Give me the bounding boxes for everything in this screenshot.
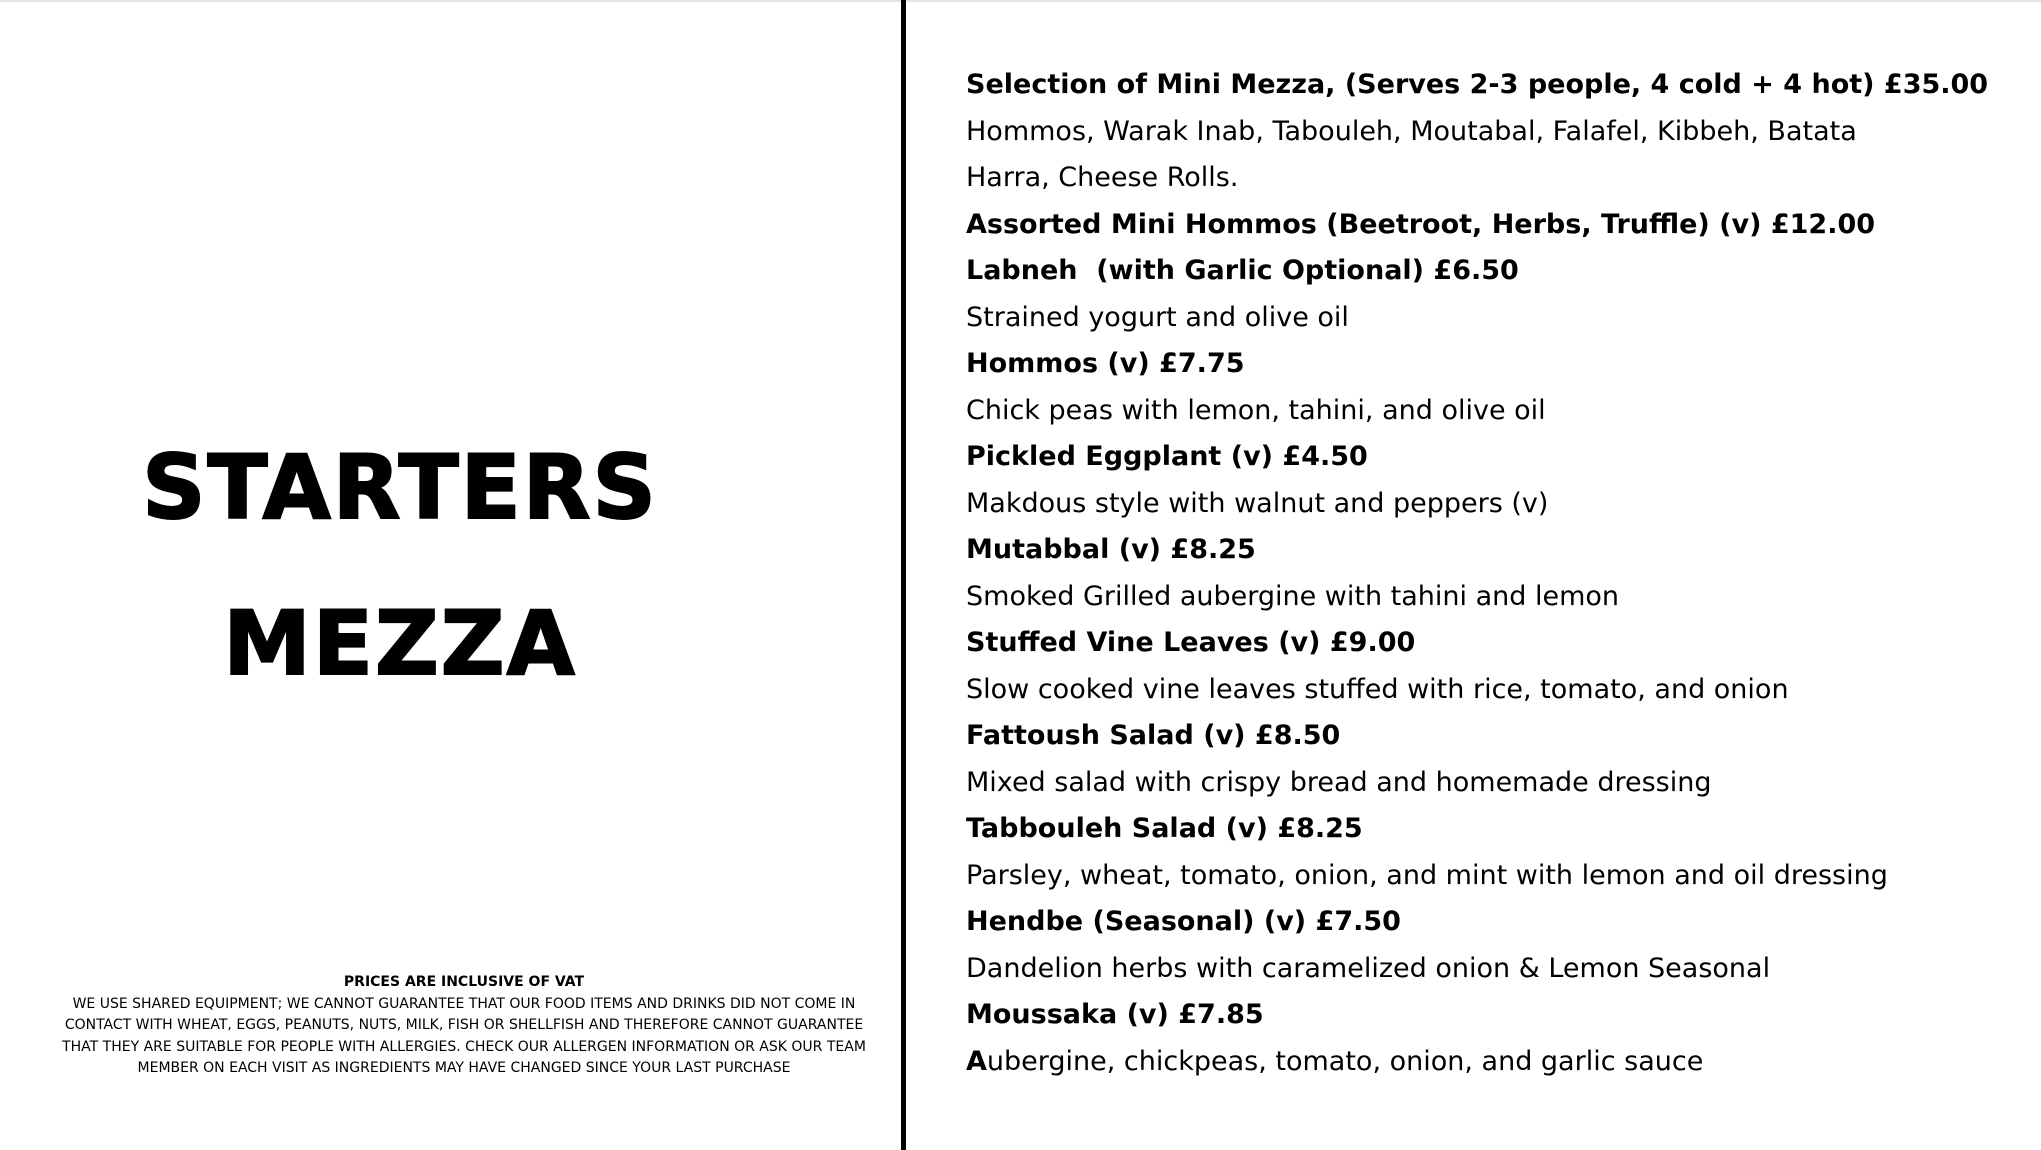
dish-description: Chick peas with lemon, tahini, and olive oil — [966, 394, 1546, 426]
dish-description: Strained yogurt and olive oil — [966, 301, 1349, 333]
dish-name: Labneh (with Garlic Optional) £6.50 — [966, 255, 1519, 286]
menu-item-stuffed-vine-leaves — [966, 620, 2016, 713]
menu-item-mini-mezza — [966, 62, 2016, 202]
dish-description: Parsley, wheat, tomato, onion, and mint with lemon and oil dressing — [966, 859, 1888, 891]
dish-name: Stuffed Vine Leaves (v) £9.00 — [966, 627, 1416, 658]
menu-item-pickled-eggplant — [966, 434, 2016, 527]
menu-item-labneh — [966, 248, 2016, 341]
menu-list — [966, 62, 2016, 1085]
dish-name: Tabbouleh Salad (v) £8.25 — [966, 813, 1363, 844]
dish-name: Selection of Mini Mezza, (Serves 2-3 people, 4 cold + 4 hot) £35.00 — [966, 69, 1989, 100]
menu-panel — [966, 62, 2016, 1085]
vat-notice: PRICES ARE INCLUSIVE OF VAT — [343, 974, 585, 990]
dish-name: Assorted Mini Hommos (Beetroot, Herbs, Truffle) (v) £12.00 — [966, 208, 1876, 240]
dish-description: Dandelion herbs with caramelized onion & Lemon Seasonal — [966, 952, 1771, 984]
dish-name: Mutabbal (v) £8.25 — [966, 534, 1256, 565]
menu-item-assorted-hommos — [966, 202, 2016, 249]
menu-item-hendbe — [966, 899, 2016, 992]
allergen-disclaimer — [50, 972, 878, 1080]
menu-item-tabbouleh-salad — [966, 806, 2016, 899]
dish-description: Smoked Grilled aubergine with tahini and lemon — [966, 580, 1620, 612]
dish-description: Slow cooked vine leaves stuffed with rice, tomato, and onion — [966, 673, 1789, 705]
left-panel — [0, 0, 903, 1150]
menu-item-moussaka — [966, 992, 2016, 1085]
heading-starters: STARTERS — [142, 436, 658, 539]
page-divider — [901, 0, 906, 1150]
dish-name: Fattoush Salad (v) £8.50 — [966, 720, 1341, 751]
dish-description-rest: ubergine, chickpeas, tomato, onion, and garlic sauce — [986, 1045, 1704, 1077]
dish-name: Moussaka (v) £7.85 — [966, 999, 1264, 1030]
dish-name: Hommos (v) £7.75 — [966, 348, 1245, 379]
dish-description-initial: A — [966, 1045, 987, 1077]
menu-item-mutabbal — [966, 527, 2016, 620]
dish-description: Hommos, Warak Inab, Tabouleh, Moutabal, Falafel, Kibbeh, Batata Harra, Cheese Rolls. — [966, 115, 1857, 193]
dish-description: Mixed salad with crispy bread and homemade dressing — [966, 766, 1712, 798]
heading-mezza: MEZZA — [223, 592, 577, 695]
allergen-notice: WE USE SHARED EQUIPMENT; WE CANNOT GUARANTEE THAT OUR FOOD ITEMS AND DRINKS DID NOT COME IN CONTACT WITH WHEAT, EGGS, PEANUTS, NUTS, MILK, FISH OR SHELLFISH AND THEREFORE CANNOT GUARANTEE THAT THEY ARE SUITABLE FOR PEOPLE WITH ALLERGIES. CHECK OUR ALLERGEN INFORMATION OR ASK OUR TEAM MEMBER ON EACH VISIT AS INGREDIENTS MAY HAVE CHANGED SINCE YOUR LAST PURCHASE — [62, 995, 866, 1076]
dish-description: Makdous style with walnut and peppers (v) — [966, 487, 1549, 519]
menu-item-fattoush-salad — [966, 713, 2016, 806]
dish-description — [966, 1039, 2016, 1086]
dish-name: Hendbe (Seasonal) (v) £7.50 — [966, 906, 1401, 937]
menu-item-hommos — [966, 341, 2016, 434]
dish-name: Pickled Eggplant (v) £4.50 — [966, 441, 1368, 472]
